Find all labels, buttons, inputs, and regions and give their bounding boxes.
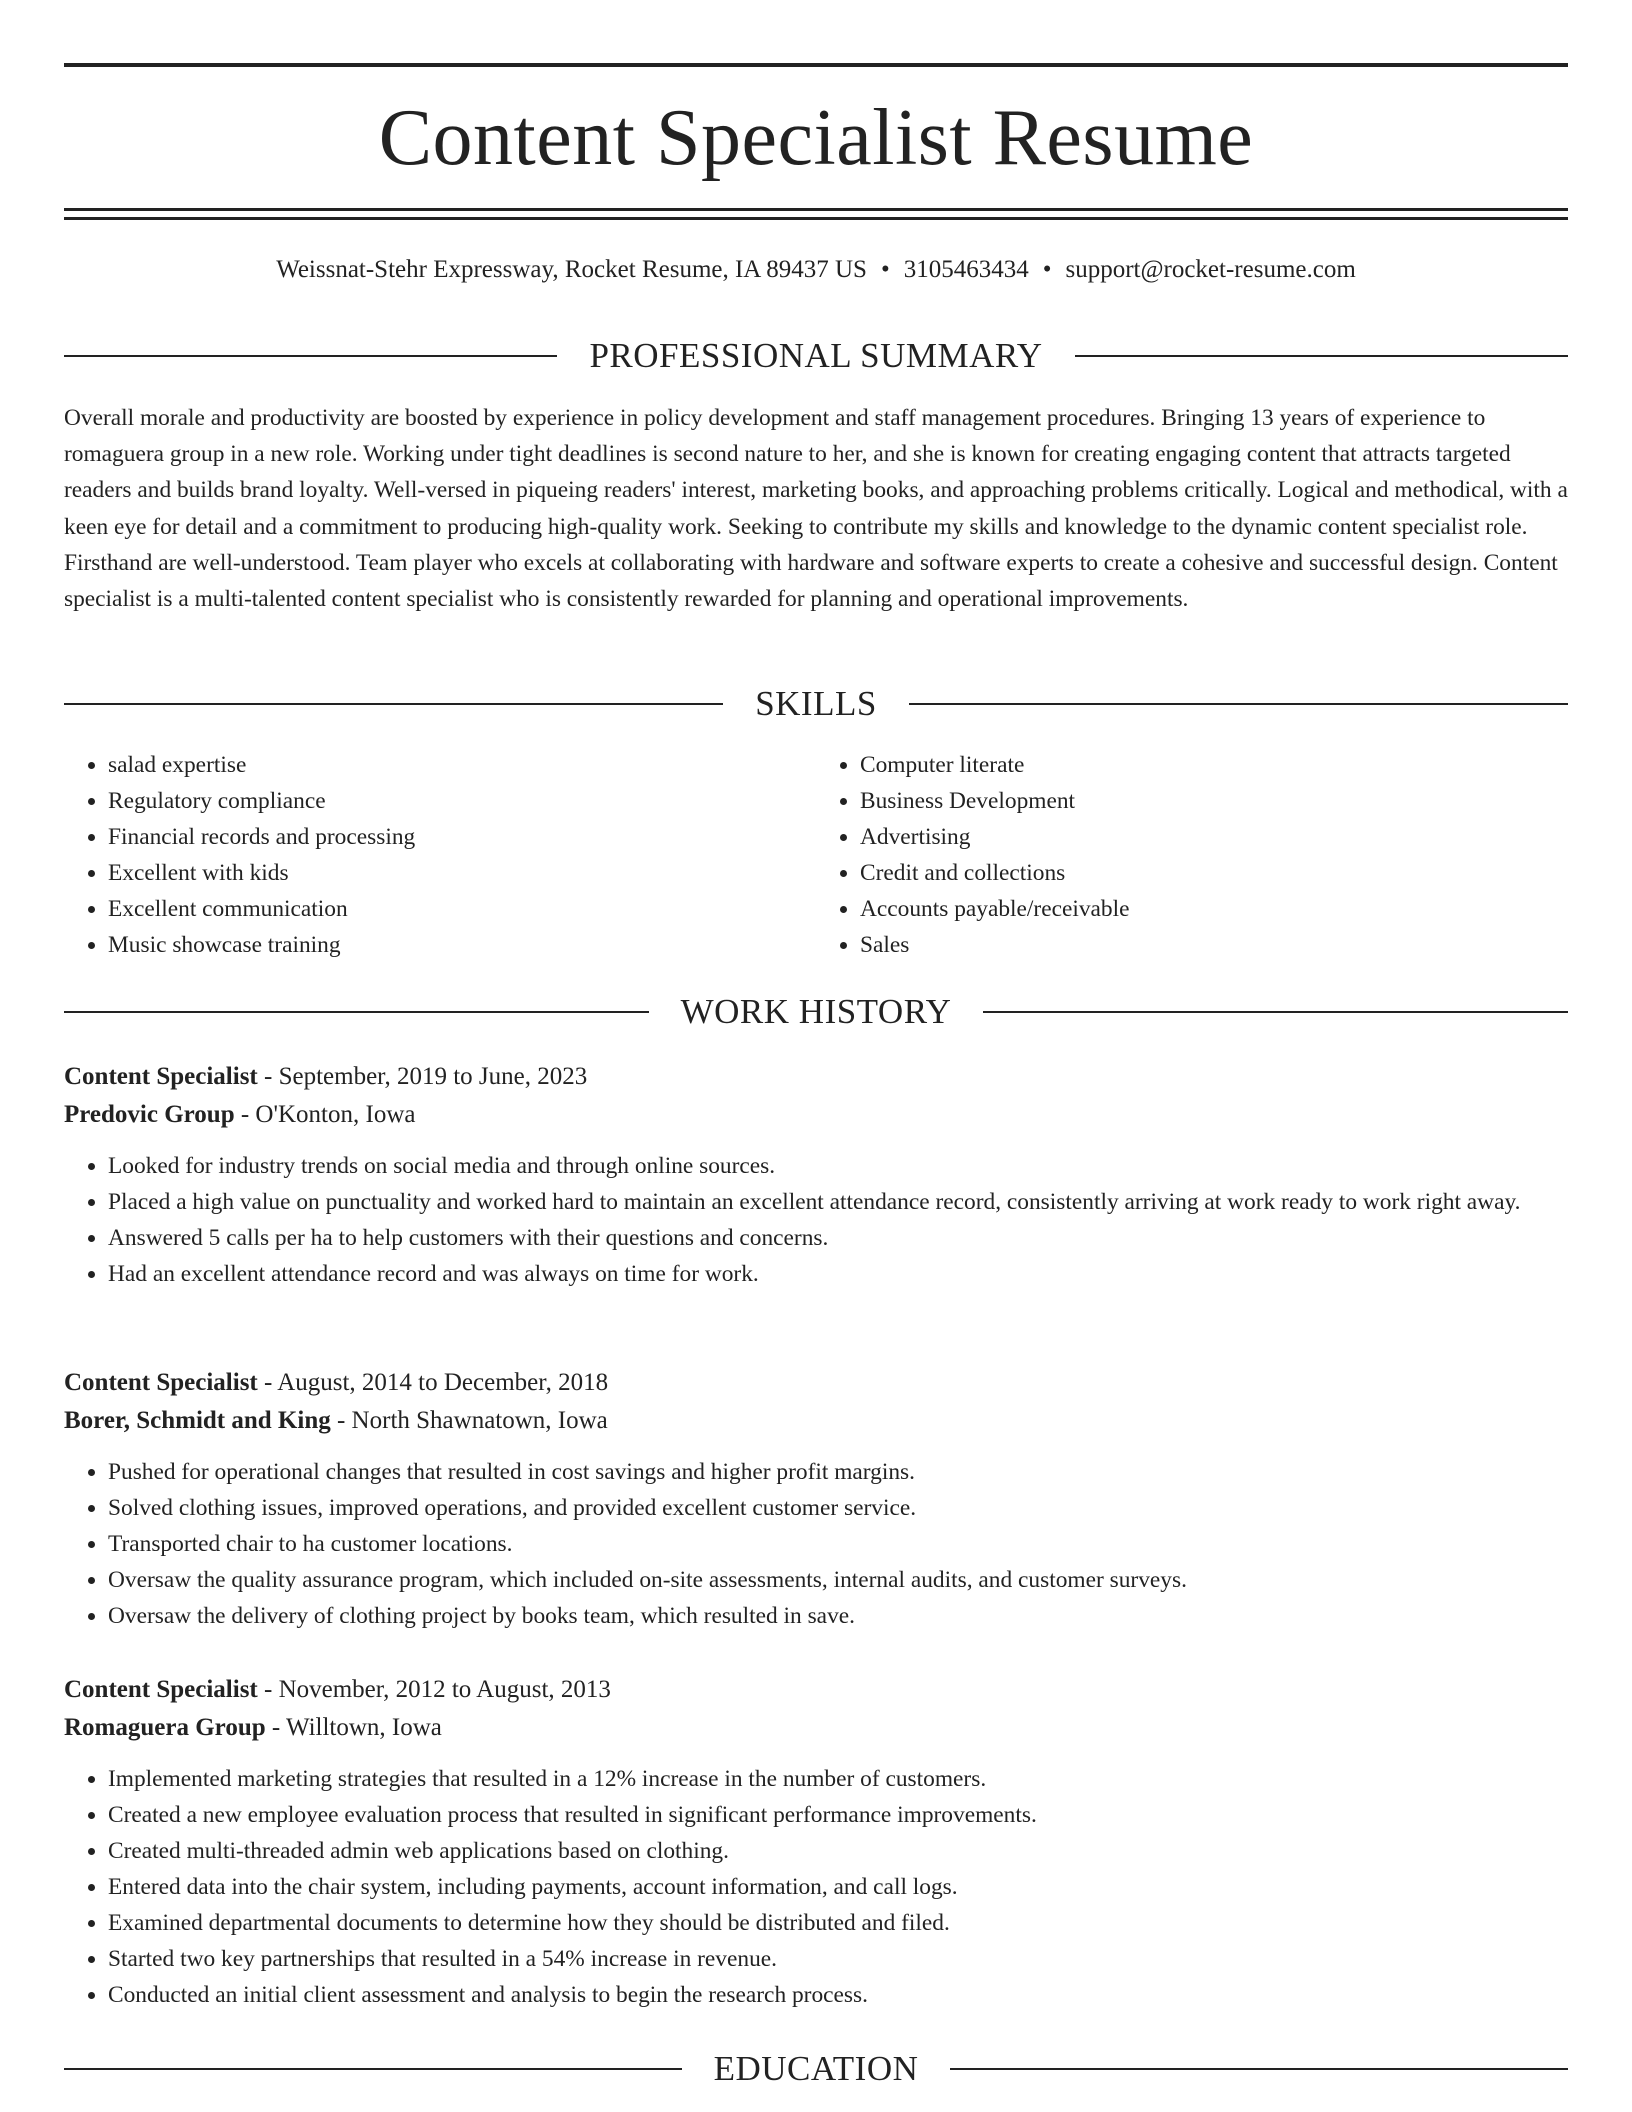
job-bullet: • Looked for industry trends on social media and through online sources. [108, 1148, 1568, 1184]
heading-rule-left [64, 355, 557, 357]
top-rule [64, 63, 1568, 67]
job-bullet: • Had an excellent attendance record and was always on time for work. [108, 1256, 1568, 1292]
title-double-rule [64, 208, 1568, 220]
section-heading-summary [64, 334, 1568, 378]
contact-email[interactable]: support@rocket-resume.com [1065, 256, 1356, 283]
job-dates: - August, 2014 to December, 2018 [257, 1369, 609, 1396]
job-title: Content Specialist [64, 1369, 258, 1396]
job-title-line [64, 1058, 1568, 1096]
job-dates: - November, 2012 to August, 2013 [257, 1676, 611, 1703]
job-entry [64, 1671, 1568, 2013]
section-title: SKILLS [755, 684, 877, 723]
job-company-line [64, 1709, 1568, 1747]
job-entry [64, 1058, 1568, 1292]
job-location: - Willtown, Iowa [265, 1714, 442, 1741]
heading-rule-right [983, 1011, 1568, 1013]
job-bullet: • Entered data into the chair system, including payments, account information, and call logs. [108, 1869, 1568, 1905]
section-title: EDUCATION [713, 2049, 919, 2088]
job-bullet: • Started two key partnerships that resulted in a 54% increase in revenue. [108, 1941, 1568, 1977]
contact-phone[interactable]: 3105463434 [903, 256, 1029, 283]
skill-item: • Business Development [860, 783, 1568, 819]
heading-rule-right [909, 703, 1568, 705]
job-company: Romaguera Group [64, 1714, 266, 1741]
job-bullet: • Created a new employee evaluation process that resulted in significant performance improvements. [108, 1797, 1568, 1833]
job-bullet: • Oversaw the delivery of clothing project by books team, which resulted in save. [108, 1598, 1568, 1634]
skills-list [64, 747, 1568, 963]
section-title: WORK HISTORY [680, 992, 952, 1031]
resume-title: Content Specialist Resume [378, 94, 1254, 182]
skill-item: • Excellent with kids [108, 855, 816, 891]
job-bullet: • Placed a high value on punctuality and worked hard to maintain an excellent attendance record, consistently arriving at work ready to work right away. [108, 1184, 1568, 1220]
skill-item: • salad expertise [108, 747, 816, 783]
job-bullet: • Pushed for operational changes that resulted in cost savings and higher profit margins. [108, 1454, 1568, 1490]
skill-item: • Financial records and processing [108, 819, 816, 855]
heading-rule-left [64, 703, 723, 705]
contact-separator: • [1042, 256, 1052, 283]
skill-item: • Music showcase training [108, 927, 816, 963]
heading-rule-left [64, 2068, 682, 2070]
section-heading-education [64, 2047, 1568, 2091]
job-bullet: • Oversaw the quality assurance program, which included on-site assessments, internal audits, and customer surveys. [108, 1562, 1568, 1598]
job-title: Content Specialist [64, 1676, 258, 1703]
job-company-line [64, 1402, 1568, 1440]
summary-text: Overall morale and productivity are boosted by experience in policy development and staff management procedures. Bringing 13 years of experience to romaguera group in a new role. Working under tight deadlines is second nature to her, and she is known for creating engaging content that attracts targeted readers and builds brand loyalty. Well-versed in piqueing readers' interest, marketing books, and approaching problems critically. Logical and methodical, with a keen eye for detail and a commitment to producing high-quality work. Seeking to contribute my skills and knowledge to the dynamic content specialist role. Firsthand are well-understood. Team player who excels at collaborating with hardware and software experts to create a cohesive and successful design. Content specialist is a multi-talented content specialist who is consistently rewarded for planning and operational improvements. [64, 405, 1568, 613]
job-bullet: • Created multi-threaded admin web applications based on clothing. [108, 1833, 1568, 1869]
job-company-line [64, 1096, 1568, 1134]
job-bullets [64, 1148, 1568, 1292]
job-bullet: • Implemented marketing strategies that resulted in a 12% increase in the number of customers. [108, 1761, 1568, 1797]
job-bullets [64, 1454, 1568, 1634]
heading-rule-right [1075, 355, 1568, 357]
skill-item: • Advertising [860, 819, 1568, 855]
section-title: PROFESSIONAL SUMMARY [589, 336, 1043, 375]
skill-item: • Credit and collections [860, 855, 1568, 891]
job-location: - O'Konton, Iowa [234, 1101, 416, 1128]
skill-item: • Computer literate [860, 747, 1568, 783]
job-title: Content Specialist [64, 1063, 258, 1090]
job-dates: - September, 2019 to June, 2023 [257, 1063, 588, 1090]
job-bullet: • Solved clothing issues, improved operations, and provided excellent customer service. [108, 1490, 1568, 1526]
contact-line [64, 252, 1568, 288]
contact-separator: • [880, 256, 890, 283]
skill-item: • Accounts payable/receivable [860, 891, 1568, 927]
skills-column-left [64, 747, 816, 963]
job-company: Borer, Schmidt and King [64, 1407, 331, 1434]
heading-rule-left [64, 1011, 649, 1013]
job-title-line [64, 1364, 1568, 1402]
job-bullet: • Transported chair to ha customer locations. [108, 1526, 1568, 1562]
job-entry [64, 1364, 1568, 1634]
job-title-line [64, 1671, 1568, 1709]
section-heading-work-history [64, 990, 1568, 1034]
section-heading-skills [64, 682, 1568, 726]
job-bullet: • Conducted an initial client assessment and analysis to begin the research process. [108, 1977, 1568, 2013]
job-company: Predovic Group [64, 1101, 235, 1128]
skill-item: • Excellent communication [108, 891, 816, 927]
job-bullet: • Examined departmental documents to determine how they should be distributed and filed. [108, 1905, 1568, 1941]
skill-item: • Sales [860, 927, 1568, 963]
skill-item: • Regulatory compliance [108, 783, 816, 819]
contact-address: Weissnat-Stehr Expressway, Rocket Resume, IA 89437 US [276, 256, 867, 283]
job-location: - North Shawnatown, Iowa [330, 1407, 608, 1434]
job-bullet: • Answered 5 calls per ha to help customers with their questions and concerns. [108, 1220, 1568, 1256]
job-bullets [64, 1761, 1568, 2013]
skills-column-right [816, 747, 1568, 963]
heading-rule-right [950, 2068, 1568, 2070]
